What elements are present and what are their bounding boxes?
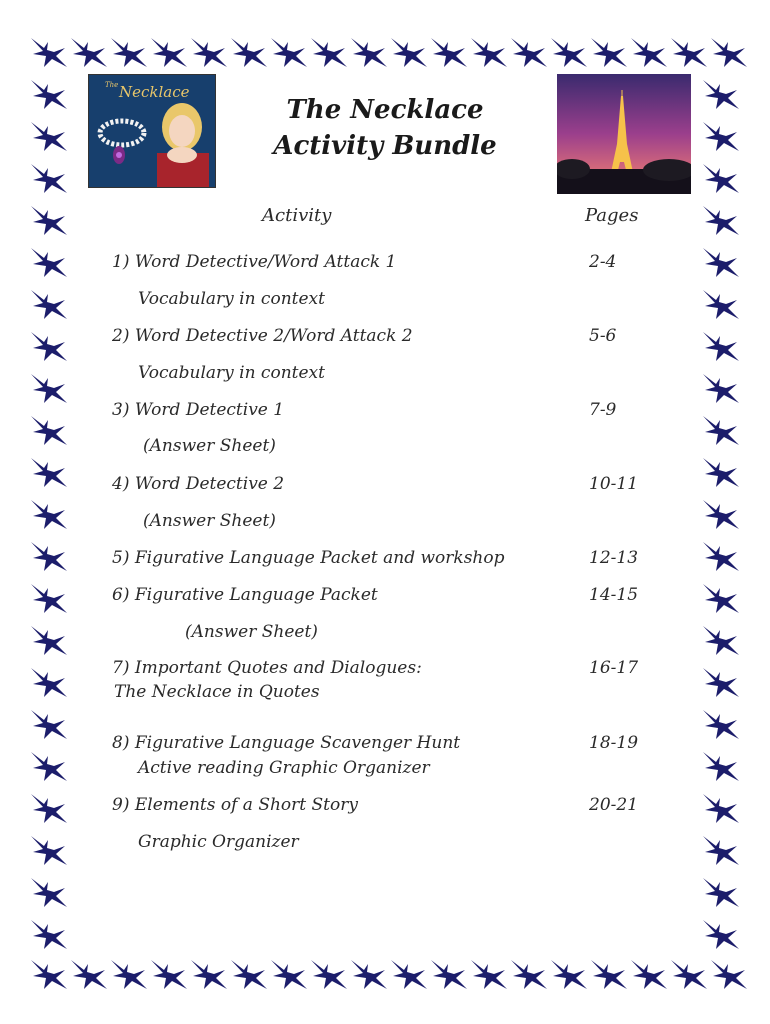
swallow-icon <box>430 958 468 992</box>
activity-text: 4) Word Detective 2 <box>112 474 285 494</box>
swallow-icon <box>30 120 68 154</box>
swallow-icon <box>702 834 740 868</box>
activity-text: Graphic Organizer <box>138 832 299 852</box>
swallow-icon <box>702 792 740 826</box>
swallow-icon <box>702 162 740 196</box>
swallow-icon <box>270 958 308 992</box>
swallow-icon <box>110 36 148 70</box>
page-range: 2-4 <box>589 252 617 272</box>
swallow-icon <box>470 36 508 70</box>
swallow-icon <box>30 330 68 364</box>
swallow-icon <box>30 708 68 742</box>
swallow-icon <box>30 162 68 196</box>
activity-text: (Answer Sheet) <box>143 511 276 531</box>
swallow-icon <box>702 498 740 532</box>
swallow-icon <box>30 582 68 616</box>
swallow-icon <box>350 36 388 70</box>
swallow-icon <box>270 36 308 70</box>
swallow-icon <box>30 456 68 490</box>
eiffel-tower-illustration <box>557 74 691 194</box>
activity-text: 9) Elements of a Short Story <box>112 795 358 815</box>
swallow-icon <box>550 958 588 992</box>
swallow-icon <box>150 958 188 992</box>
swallow-icon <box>30 834 68 868</box>
swallow-icon <box>670 36 708 70</box>
activity-text: (Answer Sheet) <box>143 436 276 456</box>
swallow-icon <box>630 958 668 992</box>
swallow-icon <box>190 958 228 992</box>
page-range: 12-13 <box>589 548 639 568</box>
swallow-icon <box>702 246 740 280</box>
page-range: 20-21 <box>589 795 639 815</box>
swallow-icon <box>710 958 748 992</box>
swallow-icon <box>310 36 348 70</box>
swallow-icon <box>510 958 548 992</box>
swallow-icon <box>30 204 68 238</box>
swallow-icon <box>470 958 508 992</box>
swallow-icon <box>190 36 228 70</box>
swallow-icon <box>702 624 740 658</box>
swallow-icon <box>702 414 740 448</box>
activity-text: 8) Figurative Language Scavenger Hunt <box>112 733 461 753</box>
swallow-icon <box>350 958 388 992</box>
swallow-icon <box>310 958 348 992</box>
activity-text: The Necklace in Quotes <box>114 682 320 702</box>
necklace-cover-image <box>88 74 216 188</box>
page-range: 5-6 <box>589 326 617 346</box>
swallow-icon <box>30 876 68 910</box>
swallow-icon <box>702 666 740 700</box>
activity-text: 2) Word Detective 2/Word Attack 2 <box>112 326 413 346</box>
swallow-icon <box>630 36 668 70</box>
swallow-icon <box>702 372 740 406</box>
activity-text: 1) Word Detective/Word Attack 1 <box>112 252 397 272</box>
activity-text: 5) Figurative Language Packet and workshop <box>112 548 505 568</box>
swallow-icon <box>230 958 268 992</box>
swallow-icon <box>70 958 108 992</box>
activity-text: 6) Figurative Language Packet <box>112 585 378 605</box>
swallow-icon <box>702 456 740 490</box>
swallow-icon <box>590 958 628 992</box>
swallow-icon <box>702 750 740 784</box>
swallow-icon <box>390 36 428 70</box>
activity-column-header: Activity <box>262 205 332 226</box>
swallow-icon <box>30 498 68 532</box>
swallow-icon <box>30 540 68 574</box>
swallow-icon <box>30 958 68 992</box>
page-range: 7-9 <box>589 400 617 420</box>
pages-column-header: Pages <box>585 205 639 226</box>
swallow-icon <box>702 918 740 952</box>
svg-text:The: The <box>105 81 119 89</box>
swallow-icon <box>590 36 628 70</box>
swallow-icon <box>30 750 68 784</box>
eiffel-tower-image <box>557 74 691 194</box>
swallow-icon <box>702 582 740 616</box>
activity-text: Active reading Graphic Organizer <box>138 758 430 778</box>
swallow-icon <box>30 918 68 952</box>
swallow-icon <box>550 36 588 70</box>
swallow-icon <box>702 540 740 574</box>
activity-text: 7) Important Quotes and Dialogues: <box>112 658 422 678</box>
swallow-icon <box>30 372 68 406</box>
swallow-icon <box>702 288 740 322</box>
swallow-icon <box>30 666 68 700</box>
swallow-icon <box>30 624 68 658</box>
swallow-icon <box>230 36 268 70</box>
swallow-icon <box>30 36 68 70</box>
swallow-icon <box>670 958 708 992</box>
swallow-icon <box>430 36 468 70</box>
swallow-icon <box>702 78 740 112</box>
title-line-2: Activity Bundle <box>273 131 497 161</box>
page-title <box>230 92 540 164</box>
swallow-icon <box>702 708 740 742</box>
activity-text: Vocabulary in context <box>138 289 325 309</box>
swallow-icon <box>510 36 548 70</box>
swallow-icon <box>710 36 748 70</box>
swallow-icon <box>30 792 68 826</box>
page-range: 14-15 <box>589 585 639 605</box>
swallow-icon <box>30 246 68 280</box>
swallow-icon <box>30 414 68 448</box>
title-line-1: The Necklace <box>286 95 484 125</box>
activity-text: Vocabulary in context <box>138 363 325 383</box>
swallow-icon <box>30 78 68 112</box>
cover-logo-text: Necklace <box>119 83 190 101</box>
swallow-icon <box>390 958 428 992</box>
swallow-icon <box>702 330 740 364</box>
swallow-icon <box>702 876 740 910</box>
page-range: 16-17 <box>589 658 639 678</box>
page-range: 18-19 <box>589 733 639 753</box>
swallow-icon <box>150 36 188 70</box>
activity-text: 3) Word Detective 1 <box>112 400 285 420</box>
swallow-icon <box>702 120 740 154</box>
swallow-icon <box>110 958 148 992</box>
necklace-cover-illustration <box>89 75 215 187</box>
swallow-icon <box>30 288 68 322</box>
activity-text: (Answer Sheet) <box>185 622 318 642</box>
swallow-icon <box>702 204 740 238</box>
page-range: 10-11 <box>589 474 639 494</box>
swallow-icon <box>70 36 108 70</box>
